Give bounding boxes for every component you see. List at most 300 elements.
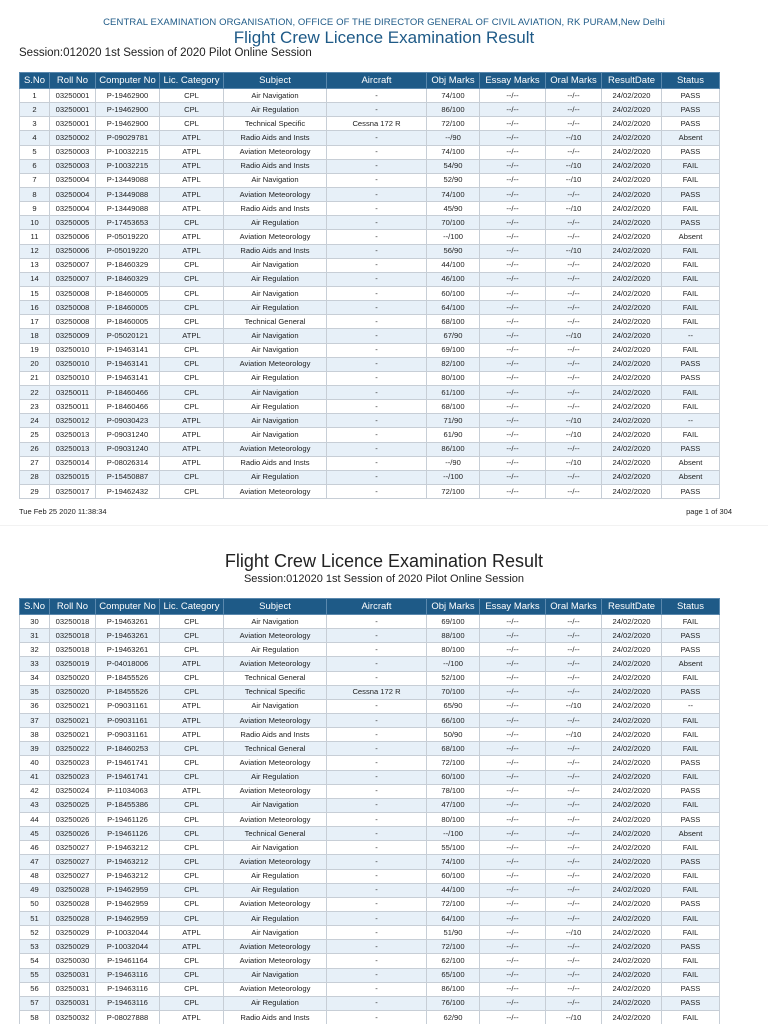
cell-oral-marks: --/10 bbox=[546, 414, 602, 428]
cell-computer-no: P-18460005 bbox=[96, 301, 160, 315]
cell-subject: Air Navigation bbox=[224, 841, 327, 855]
cell-roll-no: 03250010 bbox=[50, 371, 96, 385]
cell-computer-no: P-19463116 bbox=[96, 996, 160, 1010]
cell-result-date: 24/02/2020 bbox=[602, 812, 662, 826]
cell-result-date: 24/02/2020 bbox=[602, 671, 662, 685]
cell-computer-no: P-18460329 bbox=[96, 272, 160, 286]
cell-subject: Air Navigation bbox=[224, 414, 327, 428]
cell-oral-marks: --/-- bbox=[546, 643, 602, 657]
cell-result-date: 24/02/2020 bbox=[602, 131, 662, 145]
cell-computer-no: P-19463116 bbox=[96, 968, 160, 982]
cell-subject: Radio Aids and Insts bbox=[224, 131, 327, 145]
cell-sno: 29 bbox=[20, 484, 50, 498]
table-row bbox=[20, 400, 720, 414]
cell-sno: 43 bbox=[20, 798, 50, 812]
table-row bbox=[20, 615, 720, 629]
cell-aircraft: - bbox=[327, 996, 427, 1010]
table-row bbox=[20, 756, 720, 770]
table-row bbox=[20, 869, 720, 883]
cell-roll-no: 03250007 bbox=[50, 272, 96, 286]
cell-essay-marks: --/-- bbox=[480, 173, 546, 187]
cell-status: FAIL bbox=[662, 173, 720, 187]
cell-roll-no: 03250011 bbox=[50, 400, 96, 414]
cell-result-date: 24/02/2020 bbox=[602, 315, 662, 329]
cell-essay-marks: --/-- bbox=[480, 329, 546, 343]
cell-subject: Technical General bbox=[224, 315, 327, 329]
cell-essay-marks: --/-- bbox=[480, 982, 546, 996]
cell-subject: Radio Aids and Insts bbox=[224, 159, 327, 173]
cell-aircraft: - bbox=[327, 89, 427, 103]
cell-obj-marks: 86/100 bbox=[427, 982, 480, 996]
cell-computer-no: P-18460466 bbox=[96, 385, 160, 399]
cell-roll-no: 03250008 bbox=[50, 286, 96, 300]
cell-status: PASS bbox=[662, 756, 720, 770]
cell-status: -- bbox=[662, 699, 720, 713]
cell-sno: 32 bbox=[20, 643, 50, 657]
cell-obj-marks: 66/100 bbox=[427, 713, 480, 727]
cell-roll-no: 03250021 bbox=[50, 713, 96, 727]
cell-result-date: 24/02/2020 bbox=[602, 883, 662, 897]
results-table-page-1 bbox=[19, 72, 720, 499]
cell-roll-no: 03250027 bbox=[50, 869, 96, 883]
table-row bbox=[20, 371, 720, 385]
cell-sno: 36 bbox=[20, 699, 50, 713]
cell-obj-marks: 88/100 bbox=[427, 629, 480, 643]
cell-aircraft: - bbox=[327, 982, 427, 996]
cell-result-date: 24/02/2020 bbox=[602, 230, 662, 244]
cell-lic-category: CPL bbox=[160, 315, 224, 329]
cell-aircraft: - bbox=[327, 286, 427, 300]
cell-lic-category: ATPL bbox=[160, 1010, 224, 1024]
cell-roll-no: 03250027 bbox=[50, 855, 96, 869]
table-row bbox=[20, 202, 720, 216]
table-row bbox=[20, 173, 720, 187]
cell-oral-marks: --/-- bbox=[546, 117, 602, 131]
cell-roll-no: 03250026 bbox=[50, 827, 96, 841]
cell-oral-marks: --/-- bbox=[546, 982, 602, 996]
cell-obj-marks: 67/90 bbox=[427, 329, 480, 343]
cell-essay-marks: --/-- bbox=[480, 855, 546, 869]
cell-sno: 8 bbox=[20, 187, 50, 201]
cell-obj-marks: 62/100 bbox=[427, 954, 480, 968]
cell-sno: 13 bbox=[20, 258, 50, 272]
cell-result-date: 24/02/2020 bbox=[602, 216, 662, 230]
cell-computer-no: P-05019220 bbox=[96, 230, 160, 244]
cell-roll-no: 03250004 bbox=[50, 202, 96, 216]
cell-oral-marks: --/-- bbox=[546, 855, 602, 869]
cell-result-date: 24/02/2020 bbox=[602, 742, 662, 756]
table-row bbox=[20, 159, 720, 173]
cell-subject: Air Navigation bbox=[224, 428, 327, 442]
cell-essay-marks: --/-- bbox=[480, 456, 546, 470]
cell-computer-no: P-15450887 bbox=[96, 470, 160, 484]
cell-aircraft: - bbox=[327, 329, 427, 343]
cell-aircraft: - bbox=[327, 456, 427, 470]
table-row bbox=[20, 954, 720, 968]
cell-roll-no: 03250026 bbox=[50, 812, 96, 826]
cell-sno: 38 bbox=[20, 728, 50, 742]
cell-lic-category: CPL bbox=[160, 841, 224, 855]
cell-sno: 56 bbox=[20, 982, 50, 996]
cell-oral-marks: --/10 bbox=[546, 926, 602, 940]
cell-computer-no: P-19462959 bbox=[96, 883, 160, 897]
cell-lic-category: CPL bbox=[160, 911, 224, 925]
cell-oral-marks: --/-- bbox=[546, 812, 602, 826]
cell-subject: Radio Aids and Insts bbox=[224, 1010, 327, 1024]
table-row bbox=[20, 89, 720, 103]
cell-result-date: 24/02/2020 bbox=[602, 996, 662, 1010]
cell-status: PASS bbox=[662, 371, 720, 385]
cell-sno: 51 bbox=[20, 911, 50, 925]
table-row bbox=[20, 643, 720, 657]
table-row bbox=[20, 258, 720, 272]
cell-essay-marks: --/-- bbox=[480, 442, 546, 456]
cell-result-date: 24/02/2020 bbox=[602, 798, 662, 812]
cell-oral-marks: --/-- bbox=[546, 315, 602, 329]
cell-lic-category: CPL bbox=[160, 685, 224, 699]
cell-lic-category: CPL bbox=[160, 258, 224, 272]
cell-subject: Technical General bbox=[224, 742, 327, 756]
table-row bbox=[20, 827, 720, 841]
cell-computer-no: P-19463116 bbox=[96, 982, 160, 996]
cell-roll-no: 03250030 bbox=[50, 954, 96, 968]
cell-result-date: 24/02/2020 bbox=[602, 357, 662, 371]
cell-computer-no: P-13449088 bbox=[96, 187, 160, 201]
cell-subject: Aviation Meteorology bbox=[224, 357, 327, 371]
cell-sno: 18 bbox=[20, 329, 50, 343]
cell-lic-category: CPL bbox=[160, 371, 224, 385]
cell-essay-marks: --/-- bbox=[480, 926, 546, 940]
cell-subject: Air Navigation bbox=[224, 615, 327, 629]
cell-obj-marks: 64/100 bbox=[427, 301, 480, 315]
cell-obj-marks: --/100 bbox=[427, 657, 480, 671]
cell-roll-no: 03250025 bbox=[50, 798, 96, 812]
cell-roll-no: 03250001 bbox=[50, 103, 96, 117]
cell-computer-no: P-19463141 bbox=[96, 371, 160, 385]
cell-lic-category: CPL bbox=[160, 982, 224, 996]
table-header-row bbox=[20, 599, 720, 615]
cell-status: PASS bbox=[662, 89, 720, 103]
cell-oral-marks: --/-- bbox=[546, 798, 602, 812]
cell-status: FAIL bbox=[662, 742, 720, 756]
cell-roll-no: 03250023 bbox=[50, 770, 96, 784]
cell-oral-marks: --/-- bbox=[546, 784, 602, 798]
cell-aircraft: - bbox=[327, 301, 427, 315]
table-row bbox=[20, 244, 720, 258]
cell-lic-category: ATPL bbox=[160, 173, 224, 187]
cell-lic-category: CPL bbox=[160, 272, 224, 286]
cell-essay-marks: --/-- bbox=[480, 996, 546, 1010]
cell-essay-marks: --/-- bbox=[480, 657, 546, 671]
cell-lic-category: CPL bbox=[160, 996, 224, 1010]
cell-sno: 57 bbox=[20, 996, 50, 1010]
cell-essay-marks: --/-- bbox=[480, 643, 546, 657]
cell-sno: 39 bbox=[20, 742, 50, 756]
cell-status: Absent bbox=[662, 456, 720, 470]
cell-status: PASS bbox=[662, 629, 720, 643]
cell-oral-marks: --/-- bbox=[546, 685, 602, 699]
cell-aircraft: - bbox=[327, 798, 427, 812]
cell-essay-marks: --/-- bbox=[480, 414, 546, 428]
cell-aircraft: - bbox=[327, 940, 427, 954]
cell-computer-no: P-09031240 bbox=[96, 442, 160, 456]
cell-aircraft: - bbox=[327, 742, 427, 756]
cell-sno: 28 bbox=[20, 470, 50, 484]
cell-subject: Air Regulation bbox=[224, 400, 327, 414]
cell-status: FAIL bbox=[662, 869, 720, 883]
cell-lic-category: CPL bbox=[160, 117, 224, 131]
cell-sno: 15 bbox=[20, 286, 50, 300]
cell-aircraft: - bbox=[327, 470, 427, 484]
cell-obj-marks: 78/100 bbox=[427, 784, 480, 798]
table-row bbox=[20, 216, 720, 230]
cell-computer-no: P-19462432 bbox=[96, 484, 160, 498]
column-header-roll-no: Roll No bbox=[50, 73, 96, 89]
cell-aircraft: - bbox=[327, 216, 427, 230]
cell-obj-marks: 68/100 bbox=[427, 400, 480, 414]
cell-essay-marks: --/-- bbox=[480, 685, 546, 699]
cell-subject: Air Regulation bbox=[224, 470, 327, 484]
cell-sno: 49 bbox=[20, 883, 50, 897]
cell-lic-category: CPL bbox=[160, 883, 224, 897]
cell-oral-marks: --/10 bbox=[546, 173, 602, 187]
column-header-obj-marks: Obj Marks bbox=[427, 599, 480, 615]
cell-subject: Air Navigation bbox=[224, 89, 327, 103]
cell-sno: 10 bbox=[20, 216, 50, 230]
cell-status: PASS bbox=[662, 784, 720, 798]
cell-aircraft: - bbox=[327, 230, 427, 244]
cell-subject: Air Regulation bbox=[224, 301, 327, 315]
cell-status: PASS bbox=[662, 685, 720, 699]
cell-roll-no: 03250006 bbox=[50, 244, 96, 258]
cell-obj-marks: 74/100 bbox=[427, 855, 480, 869]
cell-subject: Aviation Meteorology bbox=[224, 484, 327, 498]
cell-aircraft: Cessna 172 R bbox=[327, 117, 427, 131]
cell-aircraft: - bbox=[327, 855, 427, 869]
cell-computer-no: P-19462900 bbox=[96, 89, 160, 103]
column-header-subject: Subject bbox=[224, 73, 327, 89]
cell-sno: 30 bbox=[20, 615, 50, 629]
cell-lic-category: CPL bbox=[160, 103, 224, 117]
cell-oral-marks: --/-- bbox=[546, 145, 602, 159]
cell-roll-no: 03250013 bbox=[50, 442, 96, 456]
cell-obj-marks: 74/100 bbox=[427, 89, 480, 103]
cell-subject: Aviation Meteorology bbox=[224, 784, 327, 798]
cell-essay-marks: --/-- bbox=[480, 742, 546, 756]
cell-status: Absent bbox=[662, 470, 720, 484]
cell-essay-marks: --/-- bbox=[480, 301, 546, 315]
cell-result-date: 24/02/2020 bbox=[602, 103, 662, 117]
cell-essay-marks: --/-- bbox=[480, 117, 546, 131]
cell-subject: Aviation Meteorology bbox=[224, 187, 327, 201]
cell-sno: 7 bbox=[20, 173, 50, 187]
table-row bbox=[20, 770, 720, 784]
cell-aircraft: - bbox=[327, 385, 427, 399]
cell-subject: Air Navigation bbox=[224, 258, 327, 272]
cell-lic-category: ATPL bbox=[160, 728, 224, 742]
cell-subject: Air Navigation bbox=[224, 329, 327, 343]
cell-roll-no: 03250021 bbox=[50, 699, 96, 713]
cell-obj-marks: 72/100 bbox=[427, 117, 480, 131]
cell-lic-category: CPL bbox=[160, 897, 224, 911]
cell-obj-marks: 72/100 bbox=[427, 897, 480, 911]
cell-sno: 12 bbox=[20, 244, 50, 258]
cell-oral-marks: --/-- bbox=[546, 841, 602, 855]
cell-essay-marks: --/-- bbox=[480, 1010, 546, 1024]
cell-essay-marks: --/-- bbox=[480, 770, 546, 784]
column-header-status: Status bbox=[662, 73, 720, 89]
cell-computer-no: P-13449088 bbox=[96, 173, 160, 187]
cell-obj-marks: 56/90 bbox=[427, 244, 480, 258]
cell-aircraft: - bbox=[327, 145, 427, 159]
cell-lic-category: ATPL bbox=[160, 202, 224, 216]
cell-roll-no: 03250012 bbox=[50, 414, 96, 428]
cell-obj-marks: 62/90 bbox=[427, 1010, 480, 1024]
cell-subject: Technical Specific bbox=[224, 685, 327, 699]
cell-result-date: 24/02/2020 bbox=[602, 89, 662, 103]
cell-subject: Radio Aids and Insts bbox=[224, 728, 327, 742]
cell-status: PASS bbox=[662, 442, 720, 456]
cell-oral-marks: --/-- bbox=[546, 343, 602, 357]
cell-lic-category: ATPL bbox=[160, 940, 224, 954]
cell-computer-no: P-13449088 bbox=[96, 202, 160, 216]
cell-subject: Aviation Meteorology bbox=[224, 145, 327, 159]
column-header-sno: S.No bbox=[20, 599, 50, 615]
cell-aircraft: - bbox=[327, 131, 427, 145]
cell-status: FAIL bbox=[662, 926, 720, 940]
cell-computer-no: P-09031240 bbox=[96, 428, 160, 442]
cell-sno: 19 bbox=[20, 343, 50, 357]
cell-aircraft: - bbox=[327, 428, 427, 442]
cell-lic-category: ATPL bbox=[160, 131, 224, 145]
cell-result-date: 24/02/2020 bbox=[602, 385, 662, 399]
results-table-page-2 bbox=[19, 598, 720, 1024]
cell-oral-marks: --/-- bbox=[546, 911, 602, 925]
table-row bbox=[20, 357, 720, 371]
cell-lic-category: ATPL bbox=[160, 414, 224, 428]
cell-result-date: 24/02/2020 bbox=[602, 258, 662, 272]
cell-lic-category: ATPL bbox=[160, 230, 224, 244]
table-row bbox=[20, 685, 720, 699]
cell-aircraft: - bbox=[327, 629, 427, 643]
cell-obj-marks: 60/100 bbox=[427, 286, 480, 300]
cell-sno: 26 bbox=[20, 442, 50, 456]
cell-computer-no: P-19463261 bbox=[96, 643, 160, 657]
table-row bbox=[20, 187, 720, 201]
table-header-row bbox=[20, 73, 720, 89]
cell-roll-no: 03250029 bbox=[50, 926, 96, 940]
cell-result-date: 24/02/2020 bbox=[602, 428, 662, 442]
cell-subject: Technical General bbox=[224, 827, 327, 841]
cell-computer-no: P-19463261 bbox=[96, 629, 160, 643]
cell-subject: Air Navigation bbox=[224, 798, 327, 812]
cell-status: PASS bbox=[662, 187, 720, 201]
cell-lic-category: CPL bbox=[160, 954, 224, 968]
cell-lic-category: ATPL bbox=[160, 244, 224, 258]
cell-result-date: 24/02/2020 bbox=[602, 685, 662, 699]
cell-subject: Air Regulation bbox=[224, 770, 327, 784]
cell-roll-no: 03250024 bbox=[50, 784, 96, 798]
cell-obj-marks: 72/100 bbox=[427, 484, 480, 498]
column-header-result-date: ResultDate bbox=[602, 73, 662, 89]
cell-aircraft: - bbox=[327, 343, 427, 357]
cell-essay-marks: --/-- bbox=[480, 484, 546, 498]
cell-obj-marks: 80/100 bbox=[427, 371, 480, 385]
cell-obj-marks: 68/100 bbox=[427, 315, 480, 329]
cell-oral-marks: --/-- bbox=[546, 272, 602, 286]
cell-aircraft: - bbox=[327, 202, 427, 216]
cell-obj-marks: 80/100 bbox=[427, 812, 480, 826]
cell-essay-marks: --/-- bbox=[480, 272, 546, 286]
cell-essay-marks: --/-- bbox=[480, 315, 546, 329]
cell-status: Absent bbox=[662, 657, 720, 671]
cell-oral-marks: --/-- bbox=[546, 484, 602, 498]
cell-status: FAIL bbox=[662, 400, 720, 414]
cell-essay-marks: --/-- bbox=[480, 784, 546, 798]
cell-roll-no: 03250029 bbox=[50, 940, 96, 954]
cell-status: FAIL bbox=[662, 1010, 720, 1024]
cell-lic-category: ATPL bbox=[160, 456, 224, 470]
page-divider bbox=[0, 525, 768, 526]
cell-roll-no: 03250010 bbox=[50, 357, 96, 371]
cell-essay-marks: --/-- bbox=[480, 286, 546, 300]
cell-result-date: 24/02/2020 bbox=[602, 869, 662, 883]
cell-computer-no: P-18455526 bbox=[96, 671, 160, 685]
cell-computer-no: P-09031161 bbox=[96, 713, 160, 727]
cell-sno: 35 bbox=[20, 685, 50, 699]
cell-sno: 2 bbox=[20, 103, 50, 117]
cell-roll-no: 03250013 bbox=[50, 428, 96, 442]
column-header-aircraft: Aircraft bbox=[327, 73, 427, 89]
cell-subject: Air Regulation bbox=[224, 103, 327, 117]
cell-oral-marks: --/-- bbox=[546, 371, 602, 385]
cell-computer-no: P-09029781 bbox=[96, 131, 160, 145]
cell-result-date: 24/02/2020 bbox=[602, 629, 662, 643]
cell-oral-marks: --/10 bbox=[546, 699, 602, 713]
cell-essay-marks: --/-- bbox=[480, 202, 546, 216]
cell-lic-category: ATPL bbox=[160, 329, 224, 343]
cell-obj-marks: --/100 bbox=[427, 470, 480, 484]
cell-computer-no: P-10032044 bbox=[96, 940, 160, 954]
cell-sno: 25 bbox=[20, 428, 50, 442]
cell-essay-marks: --/-- bbox=[480, 827, 546, 841]
cell-sno: 34 bbox=[20, 671, 50, 685]
cell-roll-no: 03250009 bbox=[50, 329, 96, 343]
cell-subject: Aviation Meteorology bbox=[224, 855, 327, 869]
cell-sno: 3 bbox=[20, 117, 50, 131]
cell-subject: Air Navigation bbox=[224, 926, 327, 940]
table-row bbox=[20, 784, 720, 798]
cell-result-date: 24/02/2020 bbox=[602, 926, 662, 940]
cell-lic-category: CPL bbox=[160, 855, 224, 869]
cell-obj-marks: 52/90 bbox=[427, 173, 480, 187]
cell-roll-no: 03250001 bbox=[50, 117, 96, 131]
cell-roll-no: 03250018 bbox=[50, 615, 96, 629]
cell-computer-no: P-10032215 bbox=[96, 145, 160, 159]
cell-status: Absent bbox=[662, 827, 720, 841]
cell-computer-no: P-19461126 bbox=[96, 827, 160, 841]
column-header-essay-marks: Essay Marks bbox=[480, 599, 546, 615]
cell-obj-marks: 52/100 bbox=[427, 671, 480, 685]
cell-lic-category: ATPL bbox=[160, 699, 224, 713]
cell-subject: Air Regulation bbox=[224, 643, 327, 657]
cell-subject: Radio Aids and Insts bbox=[224, 244, 327, 258]
page-2-session-label: Session:012020 1st Session of 2020 Pilot Online Session bbox=[243, 573, 525, 585]
cell-aircraft: - bbox=[327, 770, 427, 784]
cell-oral-marks: --/-- bbox=[546, 742, 602, 756]
cell-aircraft: - bbox=[327, 272, 427, 286]
cell-result-date: 24/02/2020 bbox=[602, 301, 662, 315]
